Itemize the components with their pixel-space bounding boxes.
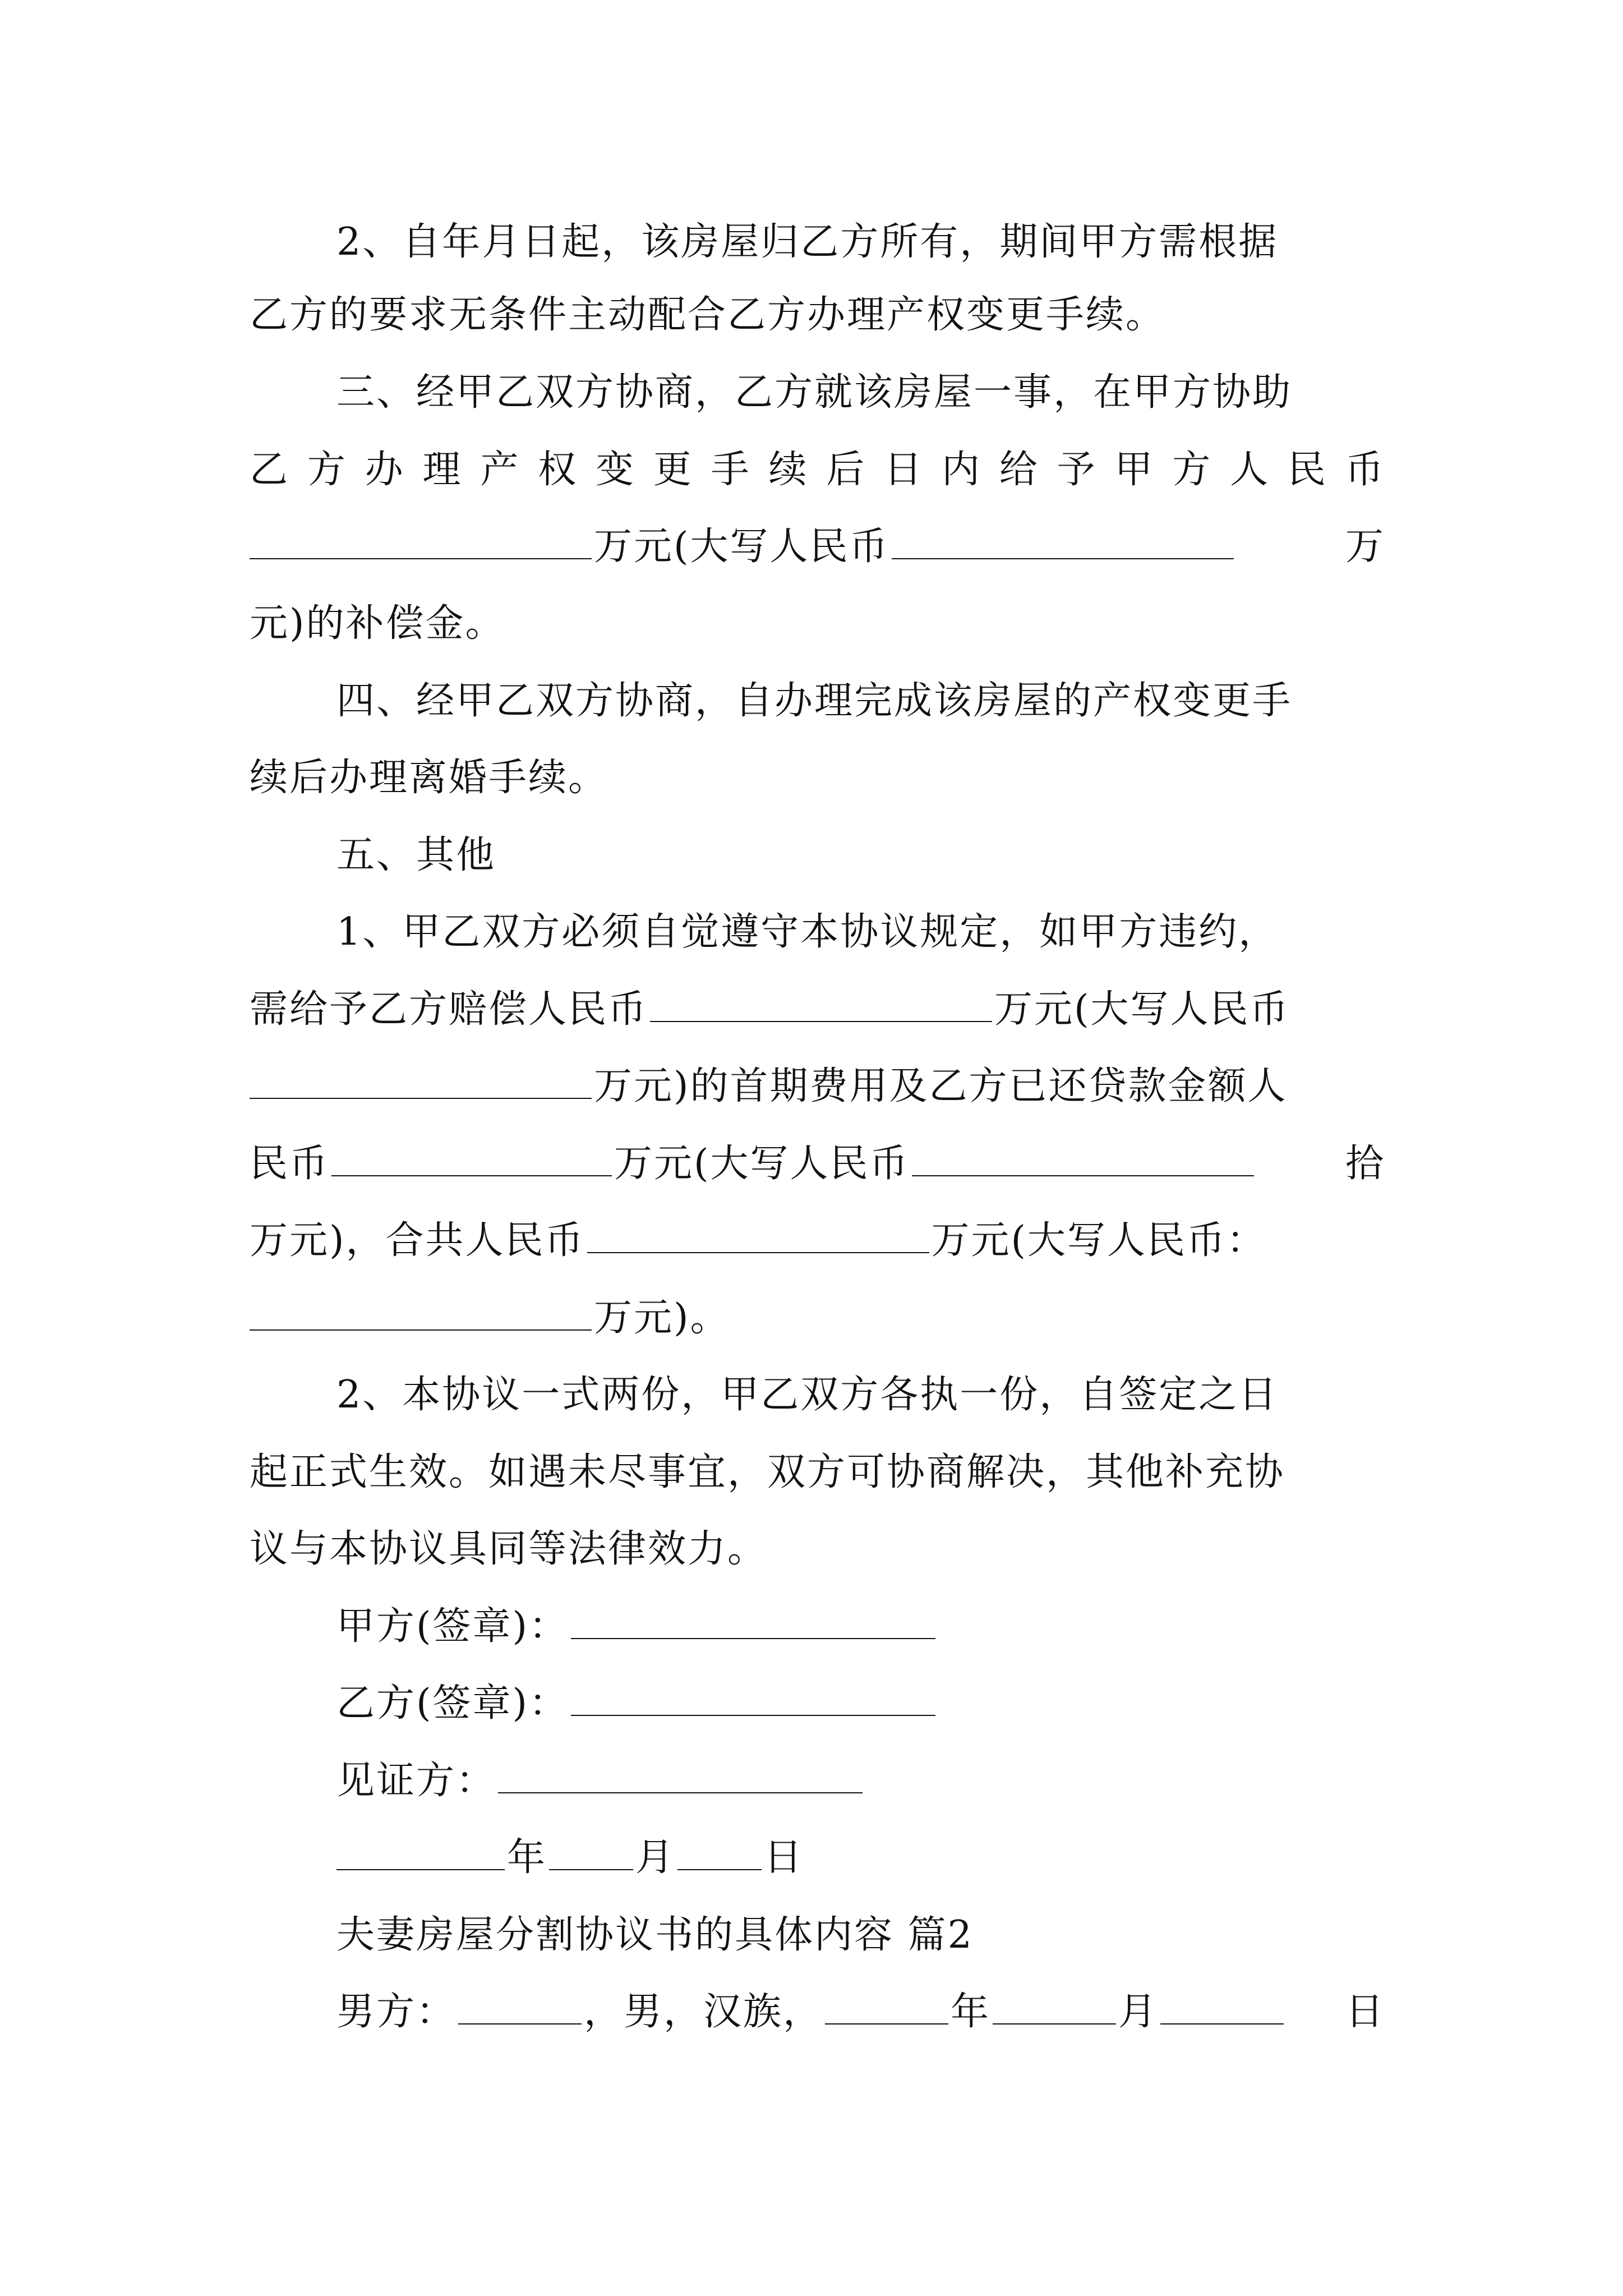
spaced-char: 币 <box>1345 448 1385 492</box>
section-heading <box>336 1907 974 1963</box>
spaced-char: 手 <box>711 448 751 492</box>
blank-repaid-amount[interactable] <box>331 1140 612 1176</box>
clause-3-end: 元)的补偿金。 <box>250 601 505 646</box>
male-label: 男方： <box>336 1990 457 2034</box>
text-line-6 <box>250 596 505 652</box>
blank-total-amount[interactable] <box>587 1217 929 1253</box>
spaced-char: 方 <box>307 448 347 492</box>
clause-5-2-end: 议与本协议具同等法律效力。 <box>250 1527 768 1571</box>
blank-amount-capital[interactable] <box>892 523 1234 559</box>
signature-party-a-field[interactable] <box>571 1603 935 1639</box>
male-birth-day-field[interactable] <box>1160 1989 1284 2024</box>
blank-amount[interactable] <box>250 523 592 559</box>
text-line-1 <box>336 214 1385 270</box>
clause-3-wan: 万 <box>1345 524 1385 569</box>
male-birth-year-field[interactable] <box>825 1989 948 2024</box>
date-day-label: 日 <box>764 1835 804 1880</box>
date-month-field[interactable] <box>549 1834 633 1870</box>
date-day-field[interactable] <box>677 1834 762 1870</box>
male-birth-month-field[interactable] <box>993 1989 1116 2024</box>
male-info: ，男，汉族， <box>584 1990 823 2034</box>
blank-compensation[interactable] <box>650 986 992 1022</box>
text-line-5 <box>250 519 1385 575</box>
clause-5-1-rmb: 民币 <box>250 1142 330 1186</box>
clause-2-cont: 乙方的要求无条件主动配合乙方办理产权变更手续。 <box>250 293 1166 337</box>
clause-4-head: 四、经甲乙双方协商，自办理完成该房屋的产权变更手 <box>336 679 1293 723</box>
text-line-15 <box>250 1290 730 1346</box>
signature-party-b-field[interactable] <box>571 1680 935 1716</box>
spaced-char: 方 <box>1172 448 1212 492</box>
clause-3-head: 三、经甲乙双方协商，乙方就该房屋一事，在甲方协助 <box>336 370 1293 415</box>
clause-5-1-capital-3: 万元(大写人民币： <box>931 1218 1267 1263</box>
text-line-16 <box>336 1367 1385 1423</box>
text-line-12 <box>250 1059 1385 1115</box>
agreement-title: 夫妻房屋分割协议书的具体内容 篇2 <box>336 1913 974 1957</box>
clause-5-1-compensate: 需给予乙方赔偿人民币 <box>250 987 648 1032</box>
text-line-8 <box>250 750 608 806</box>
spaced-char: 甲 <box>1114 448 1155 492</box>
clause-5-2-head: 2、本协议一式两份，甲乙双方各执一份，自签定之日 <box>336 1373 1279 1417</box>
spaced-char: 日 <box>884 448 924 492</box>
text-line-18 <box>250 1521 767 1577</box>
spaced-char: 民 <box>1287 448 1327 492</box>
clause-5-1-first-payment: 万元)的首期费用及乙方已还贷款金额人 <box>594 1064 1288 1108</box>
spaced-char: 理 <box>422 448 463 492</box>
clause-5-1-head: 1、甲乙双方必须自觉遵守本协议规定，如甲方违约， <box>336 910 1279 954</box>
blank-repaid-capital[interactable] <box>912 1140 1254 1176</box>
text-line-11 <box>250 982 1385 1038</box>
text-line-7 <box>336 673 1385 729</box>
spaced-char: 续 <box>768 448 809 492</box>
spaced-char: 内 <box>941 448 981 492</box>
clause-5-1-shi: 拾 <box>1345 1142 1385 1186</box>
signature-party-a <box>336 1599 938 1655</box>
signature-party-a-label: 甲方(签章)： <box>336 1604 569 1649</box>
text-line-17 <box>250 1444 1385 1501</box>
text-line-14 <box>250 1213 1385 1269</box>
male-day-label: 日 <box>1345 1990 1385 2034</box>
signature-party-b-label: 乙方(签章)： <box>336 1681 569 1726</box>
male-party-line <box>336 1984 1385 2040</box>
spaced-char: 更 <box>653 448 693 492</box>
spaced-char: 变 <box>595 448 635 492</box>
clause-5-1-end: 万元)。 <box>594 1296 730 1340</box>
spaced-char: 给 <box>999 448 1039 492</box>
text-line-4 <box>250 442 1385 498</box>
clause-5-2-cont: 起正式生效。如遇未尽事宜，双方可协商解决，其他补充协 <box>250 1450 1285 1494</box>
clause-3-capital: 万元(大写人民币 <box>594 524 889 569</box>
signature-witness <box>336 1753 865 1809</box>
date-month-label: 月 <box>635 1835 676 1880</box>
text-line-3 <box>336 365 1385 421</box>
male-year-label: 年 <box>951 1990 991 2034</box>
clause-4-end: 续后办理离婚手续。 <box>250 756 608 800</box>
text-line-2 <box>250 287 1385 343</box>
text-line-9 <box>336 827 496 884</box>
spaced-char: 予 <box>1057 448 1097 492</box>
signature-party-b <box>336 1676 938 1732</box>
text-line-10 <box>336 904 1385 960</box>
blank-total-capital[interactable] <box>250 1295 592 1331</box>
spaced-char: 产 <box>480 448 520 492</box>
male-name-field[interactable] <box>458 1989 582 2024</box>
date-line <box>336 1830 804 1886</box>
signature-witness-label: 见证方： <box>336 1759 496 1803</box>
date-year-field[interactable] <box>336 1834 505 1870</box>
section-5-title: 五、其他 <box>336 833 496 877</box>
clause-5-1-capital: 万元(大写人民币 <box>994 987 1290 1032</box>
spaced-char: 人 <box>1230 448 1270 492</box>
signature-witness-field[interactable] <box>498 1757 863 1793</box>
text-line-13 <box>250 1136 1385 1192</box>
spaced-char: 办 <box>365 448 405 492</box>
blank-compensation-capital[interactable] <box>250 1063 592 1099</box>
spaced-char: 后 <box>826 448 866 492</box>
date-year-label: 年 <box>507 1835 547 1880</box>
clause-2-ownership: 2、自年月日起，该房屋归乙方所有，期间甲方需根据 <box>336 220 1279 264</box>
male-month-label: 月 <box>1118 1990 1159 2034</box>
clause-5-1-capital-2: 万元(大写人民币 <box>614 1142 910 1186</box>
spaced-char: 权 <box>538 448 578 492</box>
clause-5-1-total: 万元)，合共人民币 <box>250 1218 585 1263</box>
spaced-char: 乙 <box>250 448 290 492</box>
